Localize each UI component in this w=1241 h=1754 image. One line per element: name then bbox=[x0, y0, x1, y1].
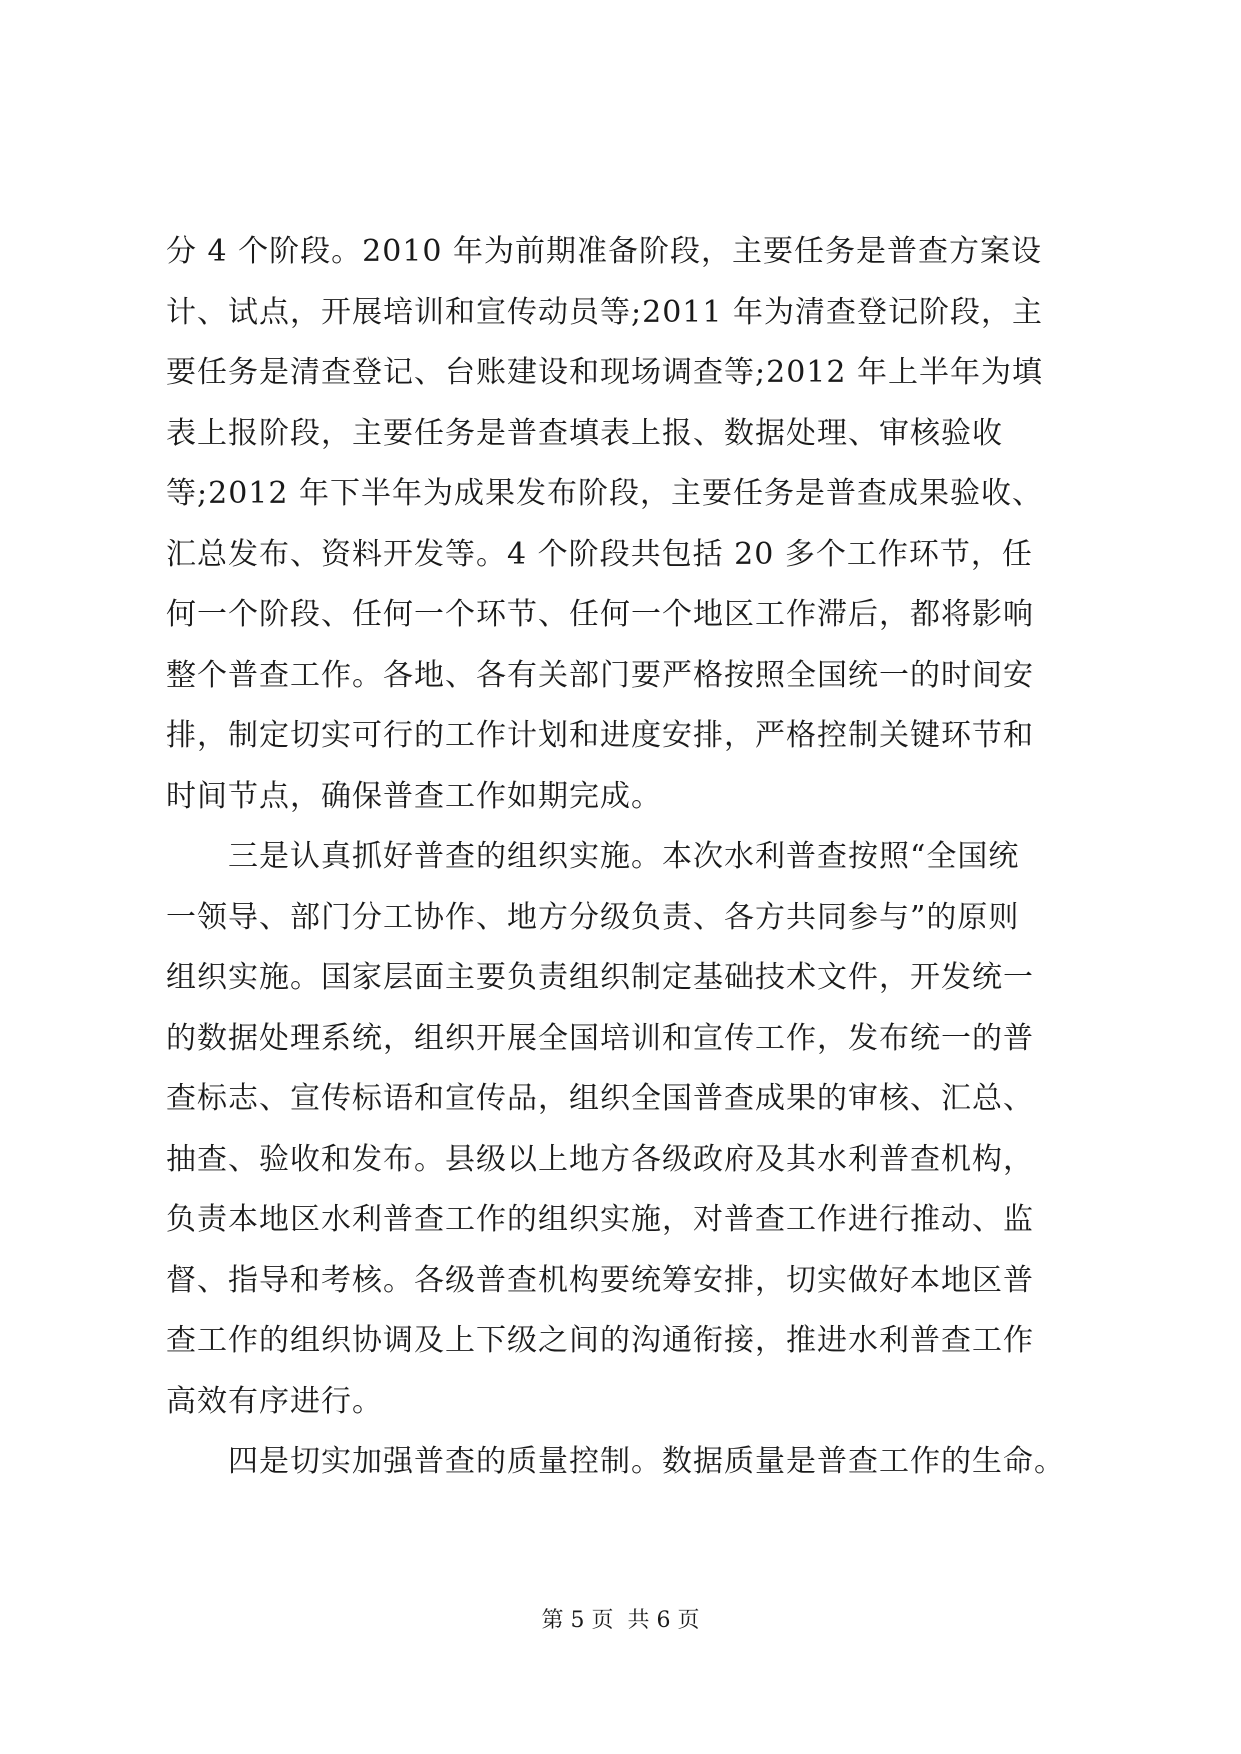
text-line: 三是认真抓好普查的组织实施。本次水利普查按照“全国统 bbox=[166, 839, 1020, 874]
text-line: 要任务是清查登记、台账建设和现场调查等;2012 年上半年为填 bbox=[166, 355, 1043, 390]
text-line: 分 4 个阶段。2010 年为前期准备阶段，主要任务是普查方案设 bbox=[166, 234, 1043, 269]
page-footer bbox=[0, 1606, 1241, 1636]
text-line: 负责本地区水利普查工作的组织实施，对普查工作进行推动、监 bbox=[166, 1202, 1034, 1237]
document-body bbox=[166, 222, 1088, 1493]
text-line: 督、指导和考核。各级普查机构要统筹安排，切实做好本地区普 bbox=[166, 1262, 1034, 1298]
text-line: 高效有序进行。 bbox=[166, 1383, 383, 1419]
text-line: 一领导、部门分工协作、地方分级负责、各方共同参与”的原则 bbox=[166, 899, 1020, 935]
text-line: 时间节点，确保普查工作如期完成。 bbox=[166, 778, 662, 814]
page-number-label: 第 5 页 共 6 页 bbox=[541, 1608, 700, 1633]
text-line: 抽查、验收和发布。县级以上地方各级政府及其水利普查机构， bbox=[166, 1141, 1034, 1177]
text-line: 排，制定切实可行的工作计划和进度安排，严格控制关键环节和 bbox=[166, 718, 1034, 753]
text-line: 表上报阶段，主要任务是普查填表上报、数据处理、审核验收 bbox=[166, 415, 1003, 451]
text-line: 汇总发布、资料开发等。4 个阶段共包括 20 多个工作环节，任 bbox=[166, 536, 1033, 572]
text-line: 等;2012 年下半年为成果发布阶段，主要任务是普查成果验收、 bbox=[166, 476, 1043, 511]
text-line: 四是切实加强普查的质量控制。数据质量是普查工作的生命。 bbox=[166, 1444, 1065, 1479]
text-line: 计、试点，开展培训和宣传动员等;2011 年为清查登记阶段，主 bbox=[166, 294, 1043, 330]
text-line: 整个普查工作。各地、各有关部门要严格按照全国统一的时间安 bbox=[166, 657, 1034, 693]
paragraph-3 bbox=[166, 1432, 1088, 1493]
text-line: 组织实施。国家层面主要负责组织制定基础技术文件，开发统一 bbox=[166, 960, 1034, 995]
text-line: 的数据处理系统，组织开展全国培训和宣传工作，发布统一的普 bbox=[166, 1020, 1034, 1056]
paragraph-1 bbox=[166, 222, 1088, 827]
text-line: 查标志、宣传标语和宣传品，组织全国普查成果的审核、汇总、 bbox=[166, 1081, 1034, 1116]
text-line: 查工作的组织协调及上下级之间的沟通衔接，推进水利普查工作 bbox=[166, 1323, 1034, 1358]
text-line: 何一个阶段、任何一个环节、任何一个地区工作滞后，都将影响 bbox=[166, 597, 1034, 632]
paragraph-2 bbox=[166, 827, 1088, 1432]
